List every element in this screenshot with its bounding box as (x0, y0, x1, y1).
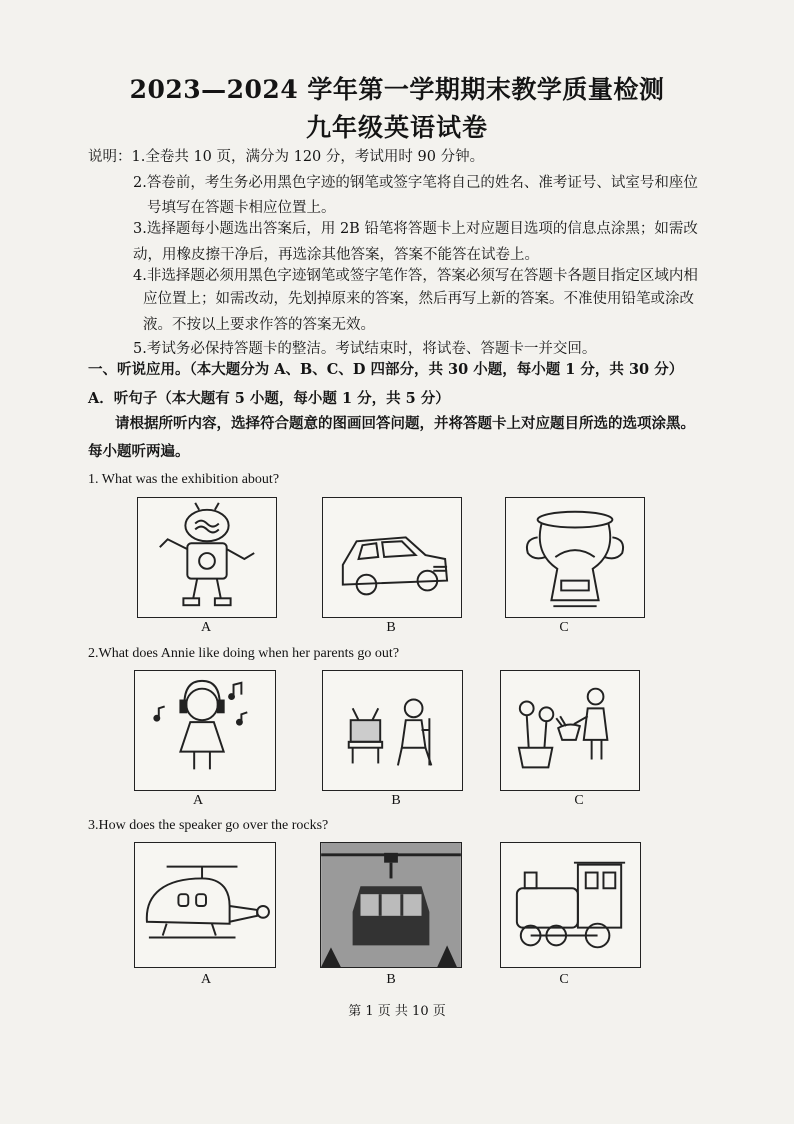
instruction-line-3: 号填写在答题卡相应位置上。 (147, 200, 336, 216)
instruction-line-6: 4.非选择题必须用黑色字迹钢笔或签字笔作答，答案必须写在答题卡各题目指定区域内相 (133, 268, 698, 284)
q1-option-a-image (137, 497, 277, 618)
girl-watering-flowers-icon (501, 671, 639, 790)
exam-title: 2023—2024 学年第一学期期末教学质量检测 (129, 75, 665, 104)
instruction-line-4: 3.选择题每小题选出答案后，用 2B 铅笔将答题卡上对应题目选项的信息点涂黑；如需改 (133, 221, 698, 237)
q1-option-c-image (505, 497, 645, 618)
question-2-text: 2.What does Annie like doing when her parents go out? (88, 646, 400, 661)
q3-option-c-image (500, 842, 641, 968)
q3-option-a-image (134, 842, 276, 968)
instruction-line-1: 说明：1.全卷共 10 页，满分为 120 分，考试用时 90 分钟。 (88, 149, 485, 165)
q2-option-b-image (322, 670, 463, 791)
girl-watching-tv-icon (323, 671, 462, 790)
girl-listening-music-icon (135, 671, 275, 790)
exam-subtitle: 九年级英语试卷 (305, 113, 488, 142)
q3-option-c-label: C (559, 972, 569, 987)
q1-option-a-label: A (200, 620, 212, 635)
q2-option-a-image (134, 670, 276, 791)
q2-option-c-label: C (574, 793, 584, 808)
robot-icon (138, 498, 276, 617)
instruction-line-5: 动，用橡皮擦干净后，再选涂其他答案，答案不能答在试卷上。 (133, 247, 539, 263)
q1-option-c-label: C (559, 620, 569, 635)
q1-option-b-image (322, 497, 462, 618)
q1-option-b-label: B (386, 620, 396, 635)
question-3-text: 3.How does the speaker go over the rocks? (88, 818, 329, 833)
part-a-direction-cont: 每小题听两遍。 (88, 443, 190, 460)
train-icon (501, 843, 640, 967)
q2-option-a-label: A (192, 793, 204, 808)
q2-option-c-image (500, 670, 640, 791)
cable-car-icon (321, 843, 461, 967)
q3-option-b-image (320, 842, 462, 968)
instruction-line-7: 应位置上；如需改动，先划掉原来的答案，然后再写上新的答案。不准使用铅笔或涂改 (143, 291, 694, 307)
instruction-line-2: 2.答卷前，考生务必用黑色字迹的钢笔或签字笔将自己的姓名、准考证号、试室号和座位 (133, 175, 698, 191)
part-a-heading: A．听句子（本大题有 5 小题，每小题 1 分，共 5 分） (88, 390, 450, 407)
instruction-line-8: 液。不按以上要求作答的答案无效。 (143, 317, 375, 333)
page-footer: 第 1 页 共 10 页 (348, 1004, 446, 1019)
q2-option-b-label: B (391, 793, 401, 808)
part-a-direction: 请根据所听内容，选择符合题意的图画回答问题，并将答题卡上对应题目所选的选项涂黑。 (115, 415, 695, 432)
vase-icon (506, 498, 644, 617)
car-icon (323, 498, 461, 617)
q3-option-a-label: A (200, 972, 212, 987)
section-one-heading: 一、听说应用。（本大题分为 A、B、C、D 四部分，共 30 小题，每小题 1 分，共 30 分） (88, 361, 684, 378)
q3-option-b-label: B (386, 972, 396, 987)
instruction-line-9: 5.考试务必保持答题卡的整洁。考试结束时，将试卷、答题卡一并交回。 (133, 341, 597, 357)
question-1-text: 1. What was the exhibition about? (88, 472, 280, 487)
helicopter-icon (135, 843, 275, 967)
